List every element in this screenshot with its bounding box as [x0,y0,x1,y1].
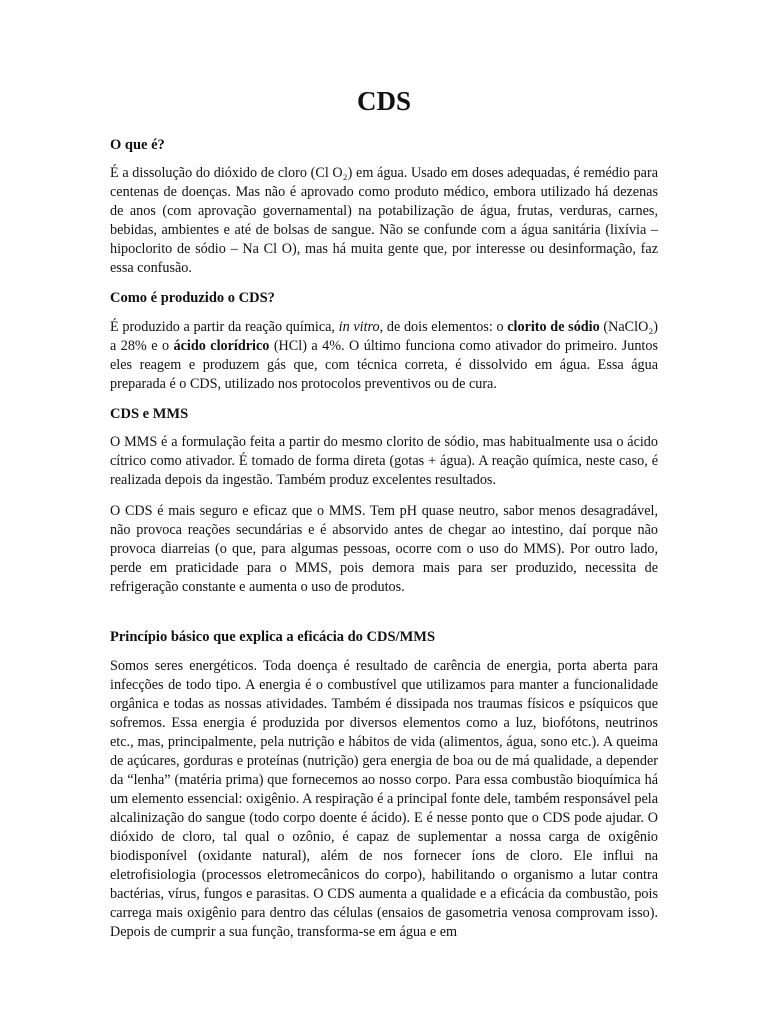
italic-term: in vitro [338,318,380,335]
section-heading-principle: Princípio básico que explica a eficácia do CDS/MMS [110,629,436,646]
text-run: (HCl) a 4%. O último funciona como ativador do primeiro. Juntos eles reagem e produzem gás que, com técnica correta, é dissolvido em água. Essa água preparada é o CDS, utilizado nos protocolos preventivos ou de cura. [110,337,658,392]
text-run: É produzido a partir da reação química, [110,318,339,335]
paragraph-principle: Somos seres energéticos. Toda doença é resultado de carência de energia, porta aberta para infecções de todo tipo. A energia é o combustível que utilizamos para manter a funcionalidade orgânica e todas as nossas atividades. Também é dissipada nos traumas físicos e psíquicos que sofremos. Essa energia é produzida por diversos elementos como a luz, biofótons, neutrinos etc., mas, principalmente, pela nutrição e hábitos de vida (alimentos, água, sono etc.). A queima de açúcares, gorduras e proteínas (nutrição) gera energia de boa ou de má qualidade, a depender da “lenha” (matéria prima) que fornecemos ao nosso corpo. Para essa combustão bioquímica há um elemento essencial: oxigênio. A respiração é a principal fonte dele, também responsável pela alcalinização do sangue (todo corpo doente é ácido). E é nesse ponto que o CDS pode ajudar. O dióxido de cloro, tal qual o ozônio, é capaz de suplementar a nossa carga de oxigênio biodisponível (oxidante natural), além de nos fornecer íons de cloro. Ele influi na eletrofisiologia (processos eletromecânicos do corpo), habilitando o organismo a lutar contra bactérias, vírus, fungos e parasitas. O CDS aumenta a qualidade e a eficácia da combustão, pois carrega mais oxigênio para dentro das células (ensaios de gasometria venosa comprovam isso). Depois de cumprir a sua função, transforma-se em água e em [110,657,658,940]
spacer [110,609,658,629]
paragraph-cds-vs-mms: O CDS é mais seguro e eficaz que o MMS. Tem pH quase neutro, sabor menos desagradável, não provoca reações secundárias e é absorvido antes de chegar ao intestino, daí porque não provoca diarreias (o que, para algumas pessoas, ocorre com o uso do MMS). Por outro lado, perde em praticidade para o MMS, pois demora mais para ser produzido, necessita de refrigeração constante e aumenta o uso de produtos. [110,503,658,596]
section-heading-how-produced: Como é produzido o CDS? [110,290,275,307]
bold-term-sodium-chlorite: clorito de sódio [507,318,600,335]
document-title: CDS [356,86,411,116]
paragraph-what-is: É a dissolução do dióxido de cloro (Cl O₂) em água. Usado em doses adequadas, é remédio para centenas de doenças. Mas não é aprovado como produto médico, embora utilizado há dezenas de anos (com aprovação governamental) na potabilização de água, frutas, verduras, carnes, bebidas, ambientes e até de bolsas de sangue. Não se confunde com a água sanitária (lixívia – hipoclorito de sódio – Na Cl O), mas há muita gente que, por interesse ou desinformação, faz essa confusão. [110,165,658,277]
paragraph-how-produced [110,318,658,394]
section-heading-cds-mms: CDS e MMS [110,405,189,422]
section-heading-what-is: O que é? [110,137,165,153]
paragraph-mms: O MMS é a formulação feita a partir do mesmo clorito de sódio, mas habitualmente usa o ácido cítrico como ativador. É tomado de forma direta (gotas + água). A reação química, neste caso, é realizada depois da ingestão. Também produz excelentes resultados. [110,434,658,489]
bold-term-hydrochloric-acid: ácido clorídrico [173,337,270,354]
text-run: , de dois elementos: o [379,318,508,335]
text-run: (NaClO₂) a 28% e o [110,318,659,354]
